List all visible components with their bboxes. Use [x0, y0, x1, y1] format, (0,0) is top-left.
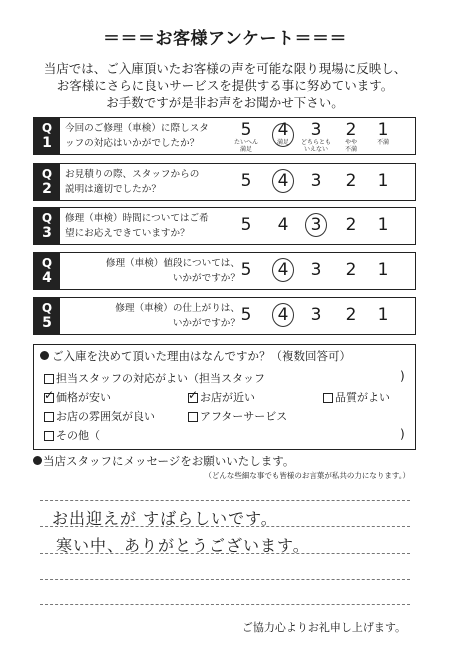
question-number: 5 — [42, 315, 52, 331]
question-text-line: 望にお応えできていますか？ — [65, 228, 190, 239]
question-text-line: 今回のご修理（車検）に際しスタ — [65, 123, 209, 134]
question-text — [65, 121, 240, 151]
rating-sublabel: 不満 — [376, 139, 389, 146]
question-letter: Q — [41, 211, 53, 225]
option-near-label: お店が近い — [200, 391, 255, 404]
option-price-label: 価格が安い — [56, 391, 111, 404]
rating-option-3[interactable]: 3 — [310, 171, 322, 191]
checkbox-price[interactable] — [44, 388, 55, 403]
option-aftercare-label: アフターサービス — [200, 410, 288, 423]
question-label — [34, 253, 60, 289]
reasons-box — [33, 344, 416, 450]
option-quality-label: 品質がよい — [335, 391, 390, 404]
option-atmosphere-label: お店の雰囲気が良い — [56, 410, 155, 423]
checkbox-staff[interactable] — [44, 374, 54, 384]
option-staff-label: 担当スタッフの対応がよい（担当スタッフ — [56, 372, 265, 385]
question-box-5 — [33, 297, 416, 335]
question-text-line: 修理（車検）の仕上がりは、 — [115, 303, 240, 314]
rating-option-2[interactable]: 2 — [345, 120, 357, 140]
rating-option-5[interactable]: 5 — [240, 260, 252, 280]
question-letter: Q — [41, 167, 53, 181]
intro-line-3: お手数ですが是非お声をお聞かせ下さい。 — [106, 95, 344, 110]
rating-option-5[interactable]: 5 — [240, 171, 252, 191]
handwritten-line-2: 寒い中、ありがとうございます。 — [56, 536, 310, 555]
checkbox-near[interactable] — [188, 388, 199, 403]
rating-option-3[interactable]: 3 — [310, 215, 322, 235]
rating-option-1[interactable]: 1 — [377, 120, 389, 140]
check-mark-icon: ✓ — [188, 388, 199, 402]
reasons-heading: ご入庫を決めて頂いた理由はなんですか？（複数回答可） — [52, 349, 351, 363]
question-box-1 — [33, 117, 416, 155]
rating-sublabel: たいへん 満足 — [233, 139, 258, 153]
rating-option-4[interactable]: 4 — [277, 171, 289, 191]
question-label — [34, 118, 60, 154]
question-label — [34, 298, 60, 334]
close-paren: ) — [400, 369, 405, 383]
rating-sublabel: 満足 — [276, 139, 289, 146]
question-text-line: 修理（車検）値段については、 — [105, 258, 240, 269]
question-text — [65, 211, 240, 241]
rating-option-2[interactable]: 2 — [345, 305, 357, 325]
rating-option-4[interactable]: 4 — [277, 260, 289, 280]
question-text — [65, 256, 240, 286]
question-number: 2 — [42, 181, 52, 197]
question-text-line: 修理（車検）時間についてはご希 — [65, 213, 209, 224]
rating-option-1[interactable]: 1 — [377, 260, 389, 280]
checkbox-other[interactable] — [44, 431, 54, 441]
question-text-line: ッフの対応はいかがでしたか？ — [65, 138, 200, 149]
rating-option-4[interactable]: 4 — [277, 120, 289, 140]
check-mark-icon: ✓ — [44, 388, 55, 402]
rating-sublabel: やや 不満 — [344, 139, 357, 153]
intro-line-1: 当店では、ご入庫頂いたお客様の声を可能な限り現場に反映し、 — [43, 61, 407, 76]
rating-option-1[interactable]: 1 — [377, 305, 389, 325]
question-box-3 — [33, 207, 416, 245]
handwritten-line-1: お出迎えが すばらしいです。 — [52, 509, 278, 528]
question-text-line: 説明は適切でしたか？ — [65, 184, 161, 195]
question-text-line: いかがですか？ — [172, 273, 240, 284]
rating-option-4[interactable]: 4 — [277, 215, 289, 235]
message-heading: 当店スタッフにメッセージをお願いいたします。 — [43, 454, 295, 468]
question-letter: Q — [41, 121, 53, 135]
question-label — [34, 164, 60, 200]
survey-title: ＝＝＝お客様アンケート＝＝＝ — [103, 29, 347, 49]
rating-option-1[interactable]: 1 — [377, 171, 389, 191]
question-number: 4 — [42, 270, 52, 286]
rating-option-2[interactable]: 2 — [345, 171, 357, 191]
bullet-icon — [40, 351, 49, 360]
rating-option-3[interactable]: 3 — [310, 120, 322, 140]
rating-option-5[interactable]: 5 — [240, 215, 252, 235]
question-number: 3 — [42, 225, 52, 241]
write-line — [40, 604, 410, 605]
rating-option-2[interactable]: 2 — [345, 215, 357, 235]
checkbox-quality[interactable] — [323, 393, 333, 403]
question-text — [65, 301, 240, 331]
rating-option-5[interactable]: 5 — [240, 120, 252, 140]
rating-sublabel: どちらとも いえない — [300, 139, 331, 153]
question-box-2 — [33, 163, 416, 201]
option-other-label: その他（ — [56, 429, 100, 442]
question-text-line: お見積りの際、スタッフからの — [65, 169, 200, 180]
question-letter: Q — [41, 301, 53, 315]
write-line — [40, 579, 410, 580]
rating-option-3[interactable]: 3 — [310, 305, 322, 325]
rating-option-1[interactable]: 1 — [377, 215, 389, 235]
question-letter: Q — [41, 256, 53, 270]
checkbox-aftercare[interactable] — [188, 412, 198, 422]
question-text — [65, 167, 240, 197]
bullet-icon — [33, 456, 42, 465]
rating-option-4[interactable]: 4 — [277, 305, 289, 325]
intro-line-2: お客様にさらに良いサービスを提供する事に努めています。 — [56, 78, 394, 93]
rating-option-5[interactable]: 5 — [240, 305, 252, 325]
rating-option-2[interactable]: 2 — [345, 260, 357, 280]
close-paren: ) — [400, 427, 405, 441]
question-text-line: いかがですか？ — [172, 318, 240, 329]
question-number: 1 — [42, 135, 52, 151]
question-label — [34, 208, 60, 244]
rating-option-3[interactable]: 3 — [310, 260, 322, 280]
write-line — [40, 500, 410, 501]
thanks-text: ご協力心よりお礼申し上げます。 — [241, 621, 406, 634]
checkbox-atmosphere[interactable] — [44, 412, 54, 422]
question-box-4 — [33, 252, 416, 290]
message-subtext: （どんな些細な事でも皆様のお言葉が私共の力になります。） — [204, 471, 410, 480]
